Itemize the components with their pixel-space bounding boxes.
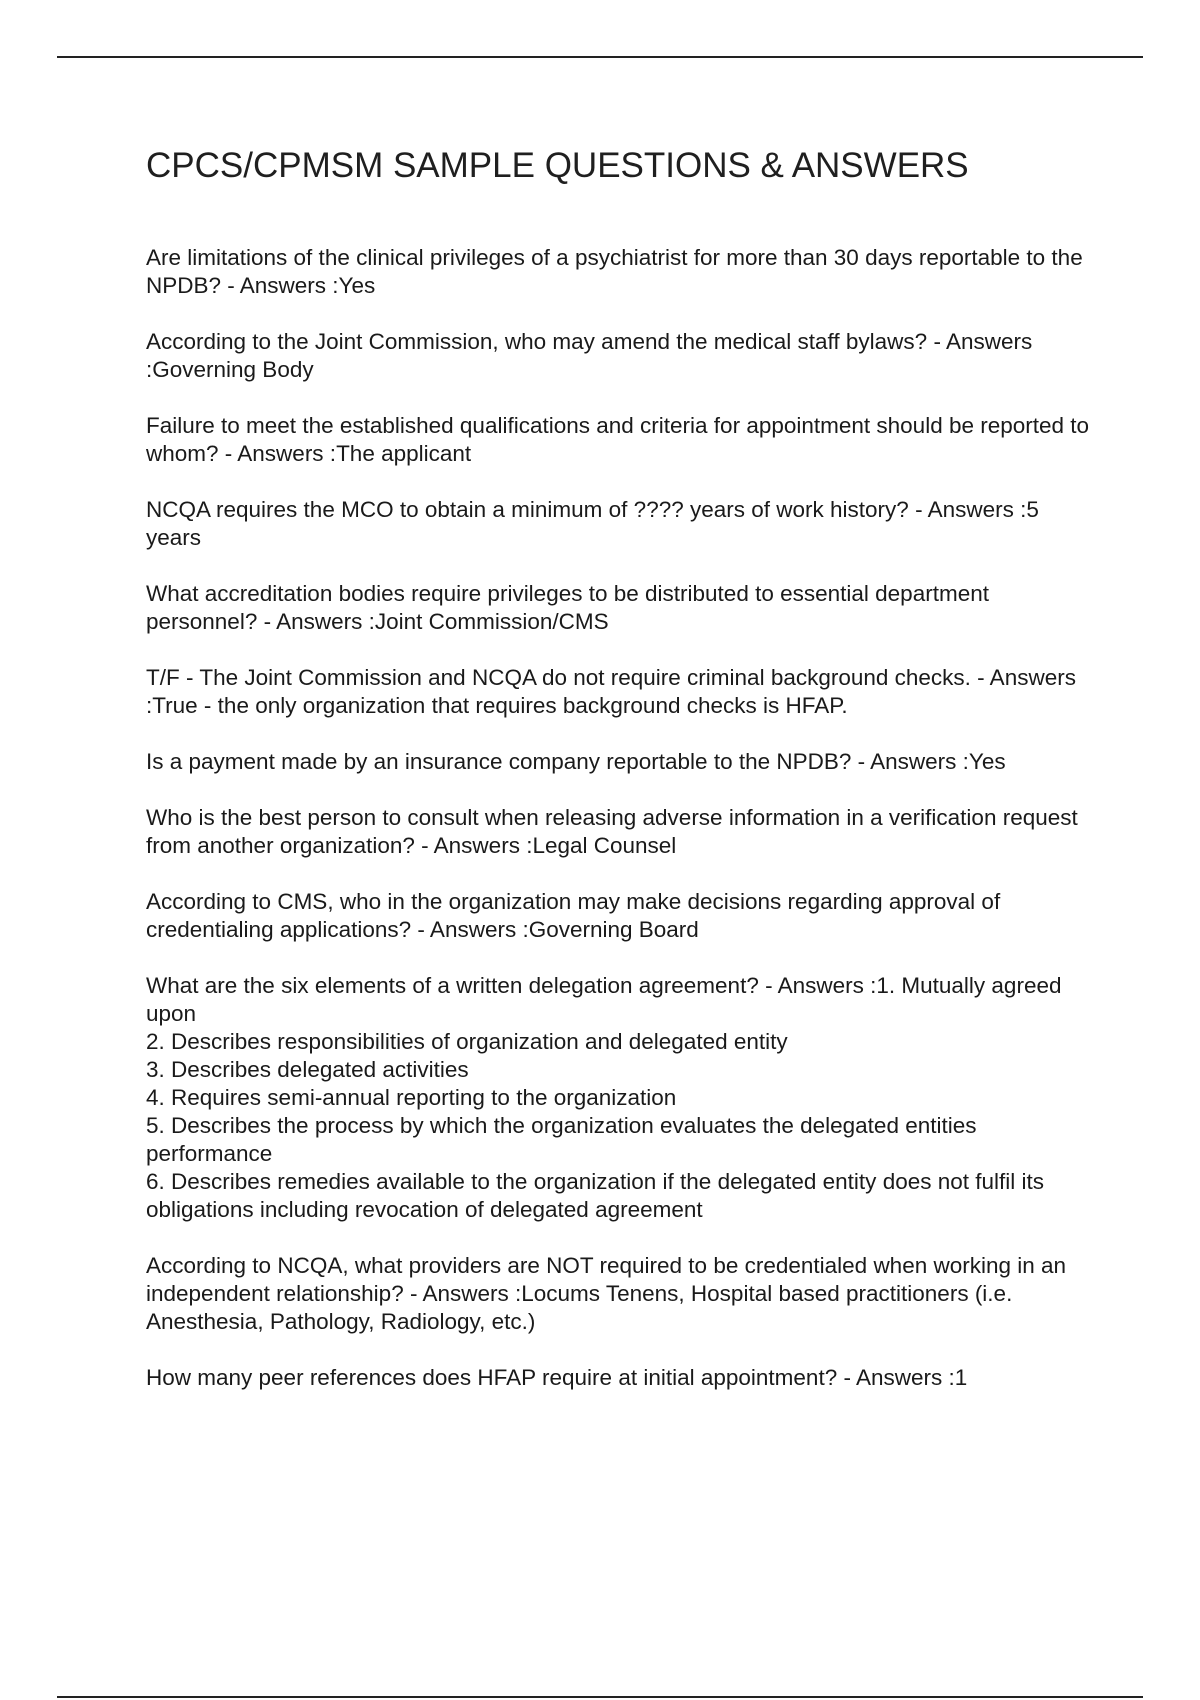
document-title: CPCS/CPMSM SAMPLE QUESTIONS & ANSWERS <box>146 146 969 185</box>
qa-item: NCQA requires the MCO to obtain a minimum of ???? years of work history? - Answers :5 years <box>146 497 1039 550</box>
qa-item: Who is the best person to consult when releasing adverse information in a verification request from another organization? - Answers :Legal Counsel <box>146 805 1078 858</box>
qa-item: What accreditation bodies require privileges to be distributed to essential department personnel? - Answers :Joint Commission/CMS <box>146 581 989 634</box>
bottom-divider <box>57 1696 1143 1698</box>
qa-item: Are limitations of the clinical privileges of a psychiatrist for more than 30 days reportable to the NPDB? - Answers :Yes <box>146 245 1083 298</box>
qa-item: How many peer references does HFAP require at initial appointment? - Answers :1 <box>146 1365 968 1390</box>
top-divider <box>57 56 1143 58</box>
qa-item: According to NCQA, what providers are NOT required to be credentialed when working in an independent relationship? - Answers :Locums Tenens, Hospital based practitioners (i.e. Anesthesia, Pathology, Radiology, etc.) <box>146 1253 1067 1334</box>
qa-item: According to the Joint Commission, who may amend the medical staff bylaws? - Answers :Governing Body <box>146 329 1033 382</box>
qa-item: T/F - The Joint Commission and NCQA do not require criminal background checks. - Answers :True - the only organization that requires background checks is HFAP. <box>146 665 1076 718</box>
qa-item: What are the six elements of a written delegation agreement? - Answers :1. Mutually agreed upon 2. Describes responsibilities of organization and delegated entity 3. Describes delegated activities 4. Requires semi-annual reporting to the organization 5. Describes the process by which the organization evaluates the delegated entities performance 6. Describes remedies available to the organization if the delegated entity does not fulfil its obligations including revocation of delegated agreement <box>146 973 1062 1222</box>
qa-item: Failure to meet the established qualifications and criteria for appointment should be reported to whom? - Answers :The applicant <box>146 413 1090 466</box>
qa-item: Is a payment made by an insurance company reportable to the NPDB? - Answers :Yes <box>146 749 1006 774</box>
qa-item: According to CMS, who in the organization may make decisions regarding approval of credentialing applications? - Answers :Governing Board <box>146 889 1001 942</box>
page-content <box>146 144 1096 1420</box>
qa-list <box>146 244 1096 1392</box>
